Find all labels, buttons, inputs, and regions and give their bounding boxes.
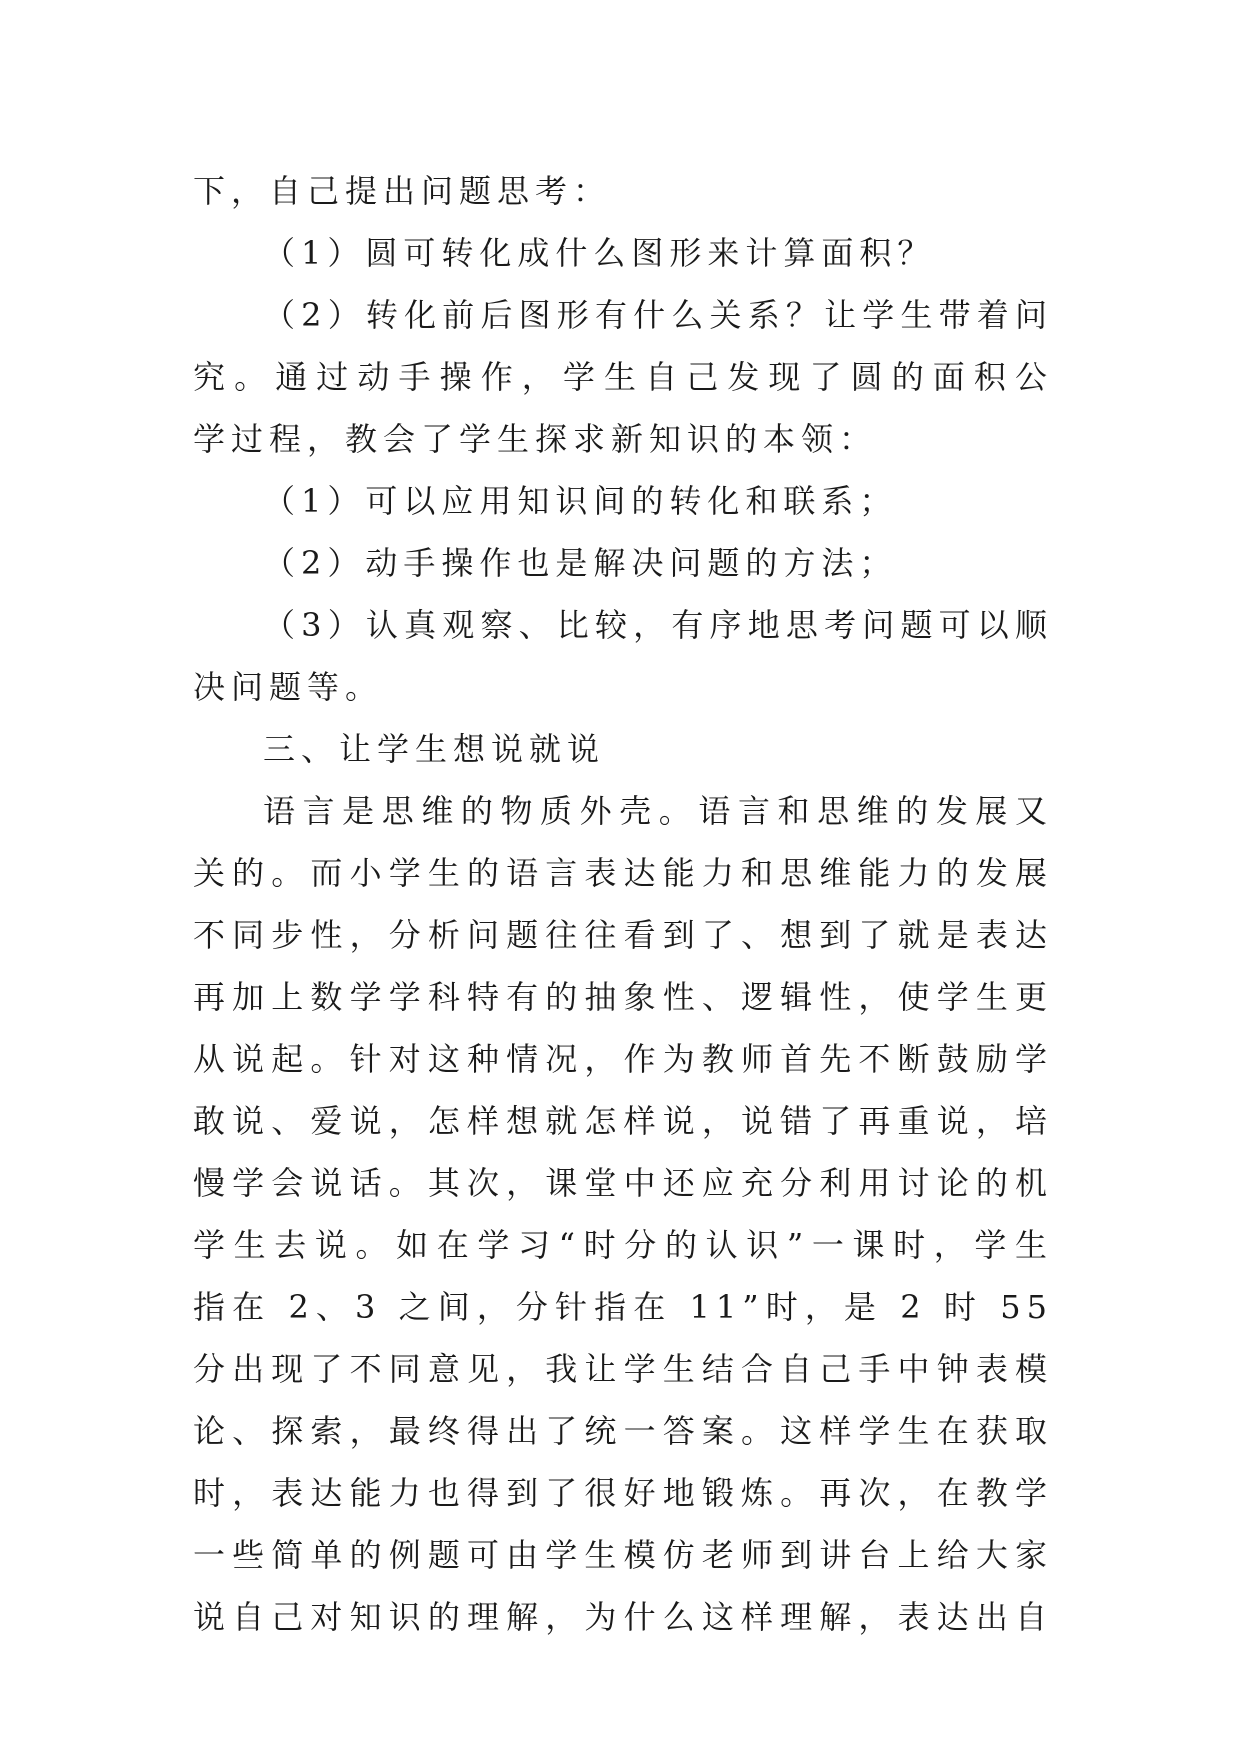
text-line: 一些简单的例题可由学生模仿老师到讲台上给大家 [193, 1536, 1053, 1574]
text-line: （1）圆可转化成什么图形来计算面积？ [263, 234, 936, 272]
text-line: 指在 2、3 之间，分针指在 11”时，是 2 时 55 [193, 1288, 1053, 1326]
text-line: （2）转化前后图形有什么关系？让学生带着问 [263, 296, 1053, 334]
text-line: 从说起。针对这种情况，作为教师首先不断鼓励学 [193, 1040, 1053, 1078]
text-line: 究。通过动手操作，学生自己发现了圆的面积公 [193, 358, 1053, 396]
text-line: 关的。而小学生的语言表达能力和思维能力的发展 [193, 854, 1053, 892]
text-line: 三、让学生想说就说 [263, 730, 606, 768]
text-line: 下，自己提出问题思考： [193, 172, 612, 210]
text-line: （1）可以应用知识间的转化和联系； [263, 482, 898, 520]
text-line: （3）认真观察、比较，有序地思考问题可以顺 [263, 606, 1053, 644]
text-line: 敢说、爱说，怎样想就怎样说，说错了再重说，培 [193, 1102, 1053, 1140]
text-line: 再加上数学学科特有的抽象性、逻辑性，使学生更 [193, 978, 1053, 1016]
text-line: 时，表达能力也得到了很好地锻炼。再次，在教学 [193, 1474, 1053, 1512]
text-line: 说自己对知识的理解，为什么这样理解，表达出自 [193, 1598, 1053, 1636]
text-line: （2）动手操作也是解决问题的方法； [263, 544, 898, 582]
text-line: 语言是思维的物质外壳。语言和思维的发展又 [263, 792, 1053, 830]
body-text [193, 160, 1053, 1648]
text-line: 不同步性，分析问题往往看到了、想到了就是表达 [193, 916, 1053, 954]
text-line: 慢学会说话。其次，课堂中还应充分利用讨论的机 [193, 1164, 1053, 1202]
text-line: 分出现了不同意见，我让学生结合自己手中钟表模 [193, 1350, 1053, 1388]
text-line: 学过程，教会了学生探求新知识的本领： [193, 420, 878, 458]
text-line: 学生去说。如在学习“时分的认识”一课时，学生 [193, 1226, 1053, 1264]
text-line: 论、探索，最终得出了统一答案。这样学生在获取 [193, 1412, 1053, 1450]
text-line: 决问题等。 [193, 668, 384, 706]
